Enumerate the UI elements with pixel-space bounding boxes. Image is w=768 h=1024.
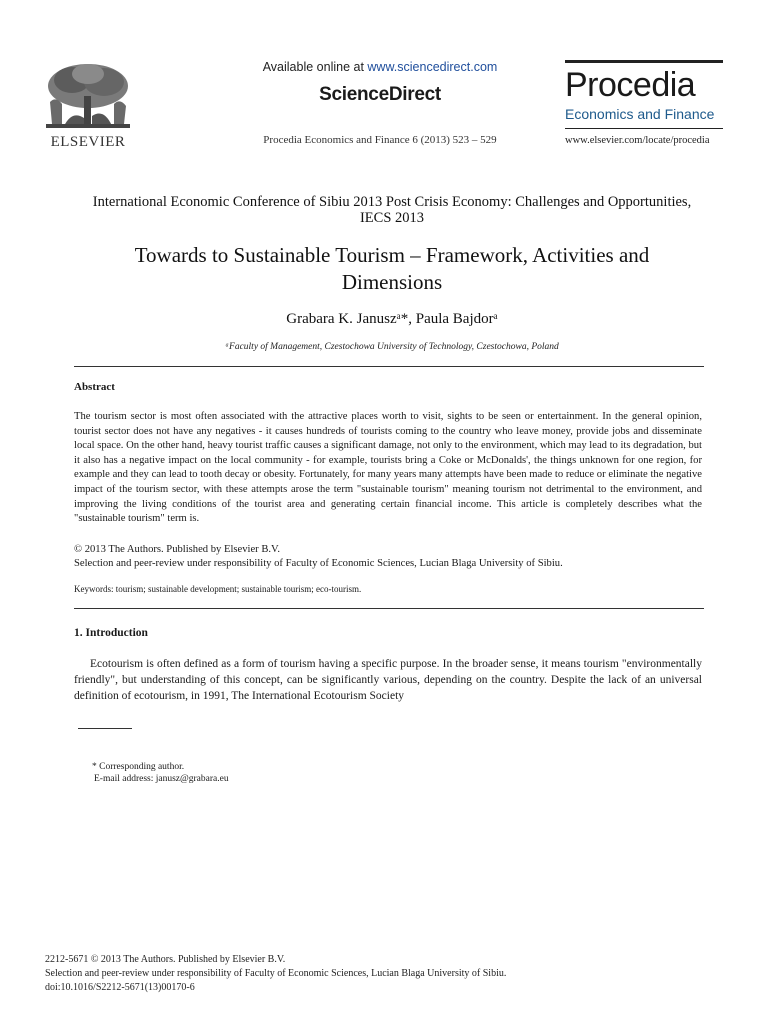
sciencedirect-brand: ScienceDirect [319, 84, 441, 105]
procedia-logo [565, 60, 725, 146]
doi-line[interactable]: doi:10.1016/S2212-5671(13)00170-6 [45, 982, 195, 993]
footnote-divider [78, 728, 132, 729]
paper-title: Towards to Sustainable Tourism – Framework, Activities and Dimensions [134, 243, 650, 294]
abstract-heading: Abstract [74, 381, 115, 393]
bottom-metadata [45, 953, 506, 995]
issn-line: 2212-5671 © 2013 The Authors. Published by Elsevier B.V. [45, 954, 286, 965]
available-online-line [170, 60, 590, 74]
available-prefix: Available online at [262, 60, 368, 74]
footnote-email: E-mail address: janusz@grabara.eu [94, 774, 229, 784]
procedia-bottom-rule [565, 128, 723, 129]
conference-name: International Economic Conference of Sibiu 2013 Post Crisis Economy: Challenges and Opportunities, IECS 2013 [92, 194, 692, 226]
sciencedirect-link[interactable]: www.sciencedirect.com [367, 60, 498, 74]
authors: Grabara K. Januszᵃ*, Paula Bajdorᵃ [286, 311, 498, 327]
procedia-title: Procedia [565, 66, 696, 104]
elsevier-tree-icon [42, 60, 134, 132]
elsevier-logo [42, 60, 134, 152]
abstract-selection: Selection and peer-review under responsibility of Faculty of Economic Sciences, Lucian Blaga University of Sibiu. [74, 558, 563, 569]
affiliation: ᵃFaculty of Management, Czestochowa University of Technology, Czestochowa, Poland [225, 342, 559, 352]
abstract-text: The tourism sector is most often associated with the attractive places worth to visit, sights to be seen or entertainment. In the general opinion, tourist sector does not have any negatives - it causes hundreds of tourists coming to the country who leave money, provide jobs and disseminate local space. On the other hand, heavy tourist traffic causes a significant damage, not only to the environment, which may lead to its degradation, but it also has a negative impact on the local community - for example, tourists bring a Coke or McDonalds', the things unknown for one region, for example and they can lead to tooth decay or obesity. Fortunately, for many years many attempts have been made to reduce or eliminate the negative impact of the tourism sector, with these attempts arose the term "sustainable tourism" meaning tourism not detrimental to the environment, and improving the living conditions of the tourist area and generating certain financial income. This article is completely describes what the "sustainable tourism" term is. [74, 411, 702, 525]
abstract-copyright: © 2013 The Authors. Published by Elsevier B.V. [74, 544, 280, 555]
journal-citation: Procedia Economics and Finance 6 (2013) 523 – 529 [263, 134, 497, 146]
keywords: Keywords: tourism; sustainable development; sustainable tourism; eco-tourism. [74, 584, 362, 594]
abstract-bottom-divider [74, 608, 704, 609]
procedia-subtitle: Economics and Finance [565, 106, 715, 122]
elsevier-wordmark: ELSEVIER [50, 134, 126, 150]
procedia-top-rule [565, 60, 723, 63]
abstract-top-divider [74, 366, 704, 367]
bottom-selection-line: Selection and peer-review under responsibility of Faculty of Economic Sciences, Lucian Blaga University of Sibiu. [45, 968, 507, 979]
footnote-corresponding: * Corresponding author. [92, 762, 185, 772]
procedia-url[interactable]: www.elsevier.com/locate/procedia [565, 135, 710, 146]
introduction-heading: 1. Introduction [74, 627, 148, 639]
introduction-text: Ecotourism is often defined as a form of tourism having a specific purpose. In the broader sense, it means tourism "environmentally friendly", but understanding of this concept, can be significantly various, depending on the country. Despite the lack of an universal definition of ecotourism, in 1991, The International Ecotourism Society [74, 658, 702, 702]
